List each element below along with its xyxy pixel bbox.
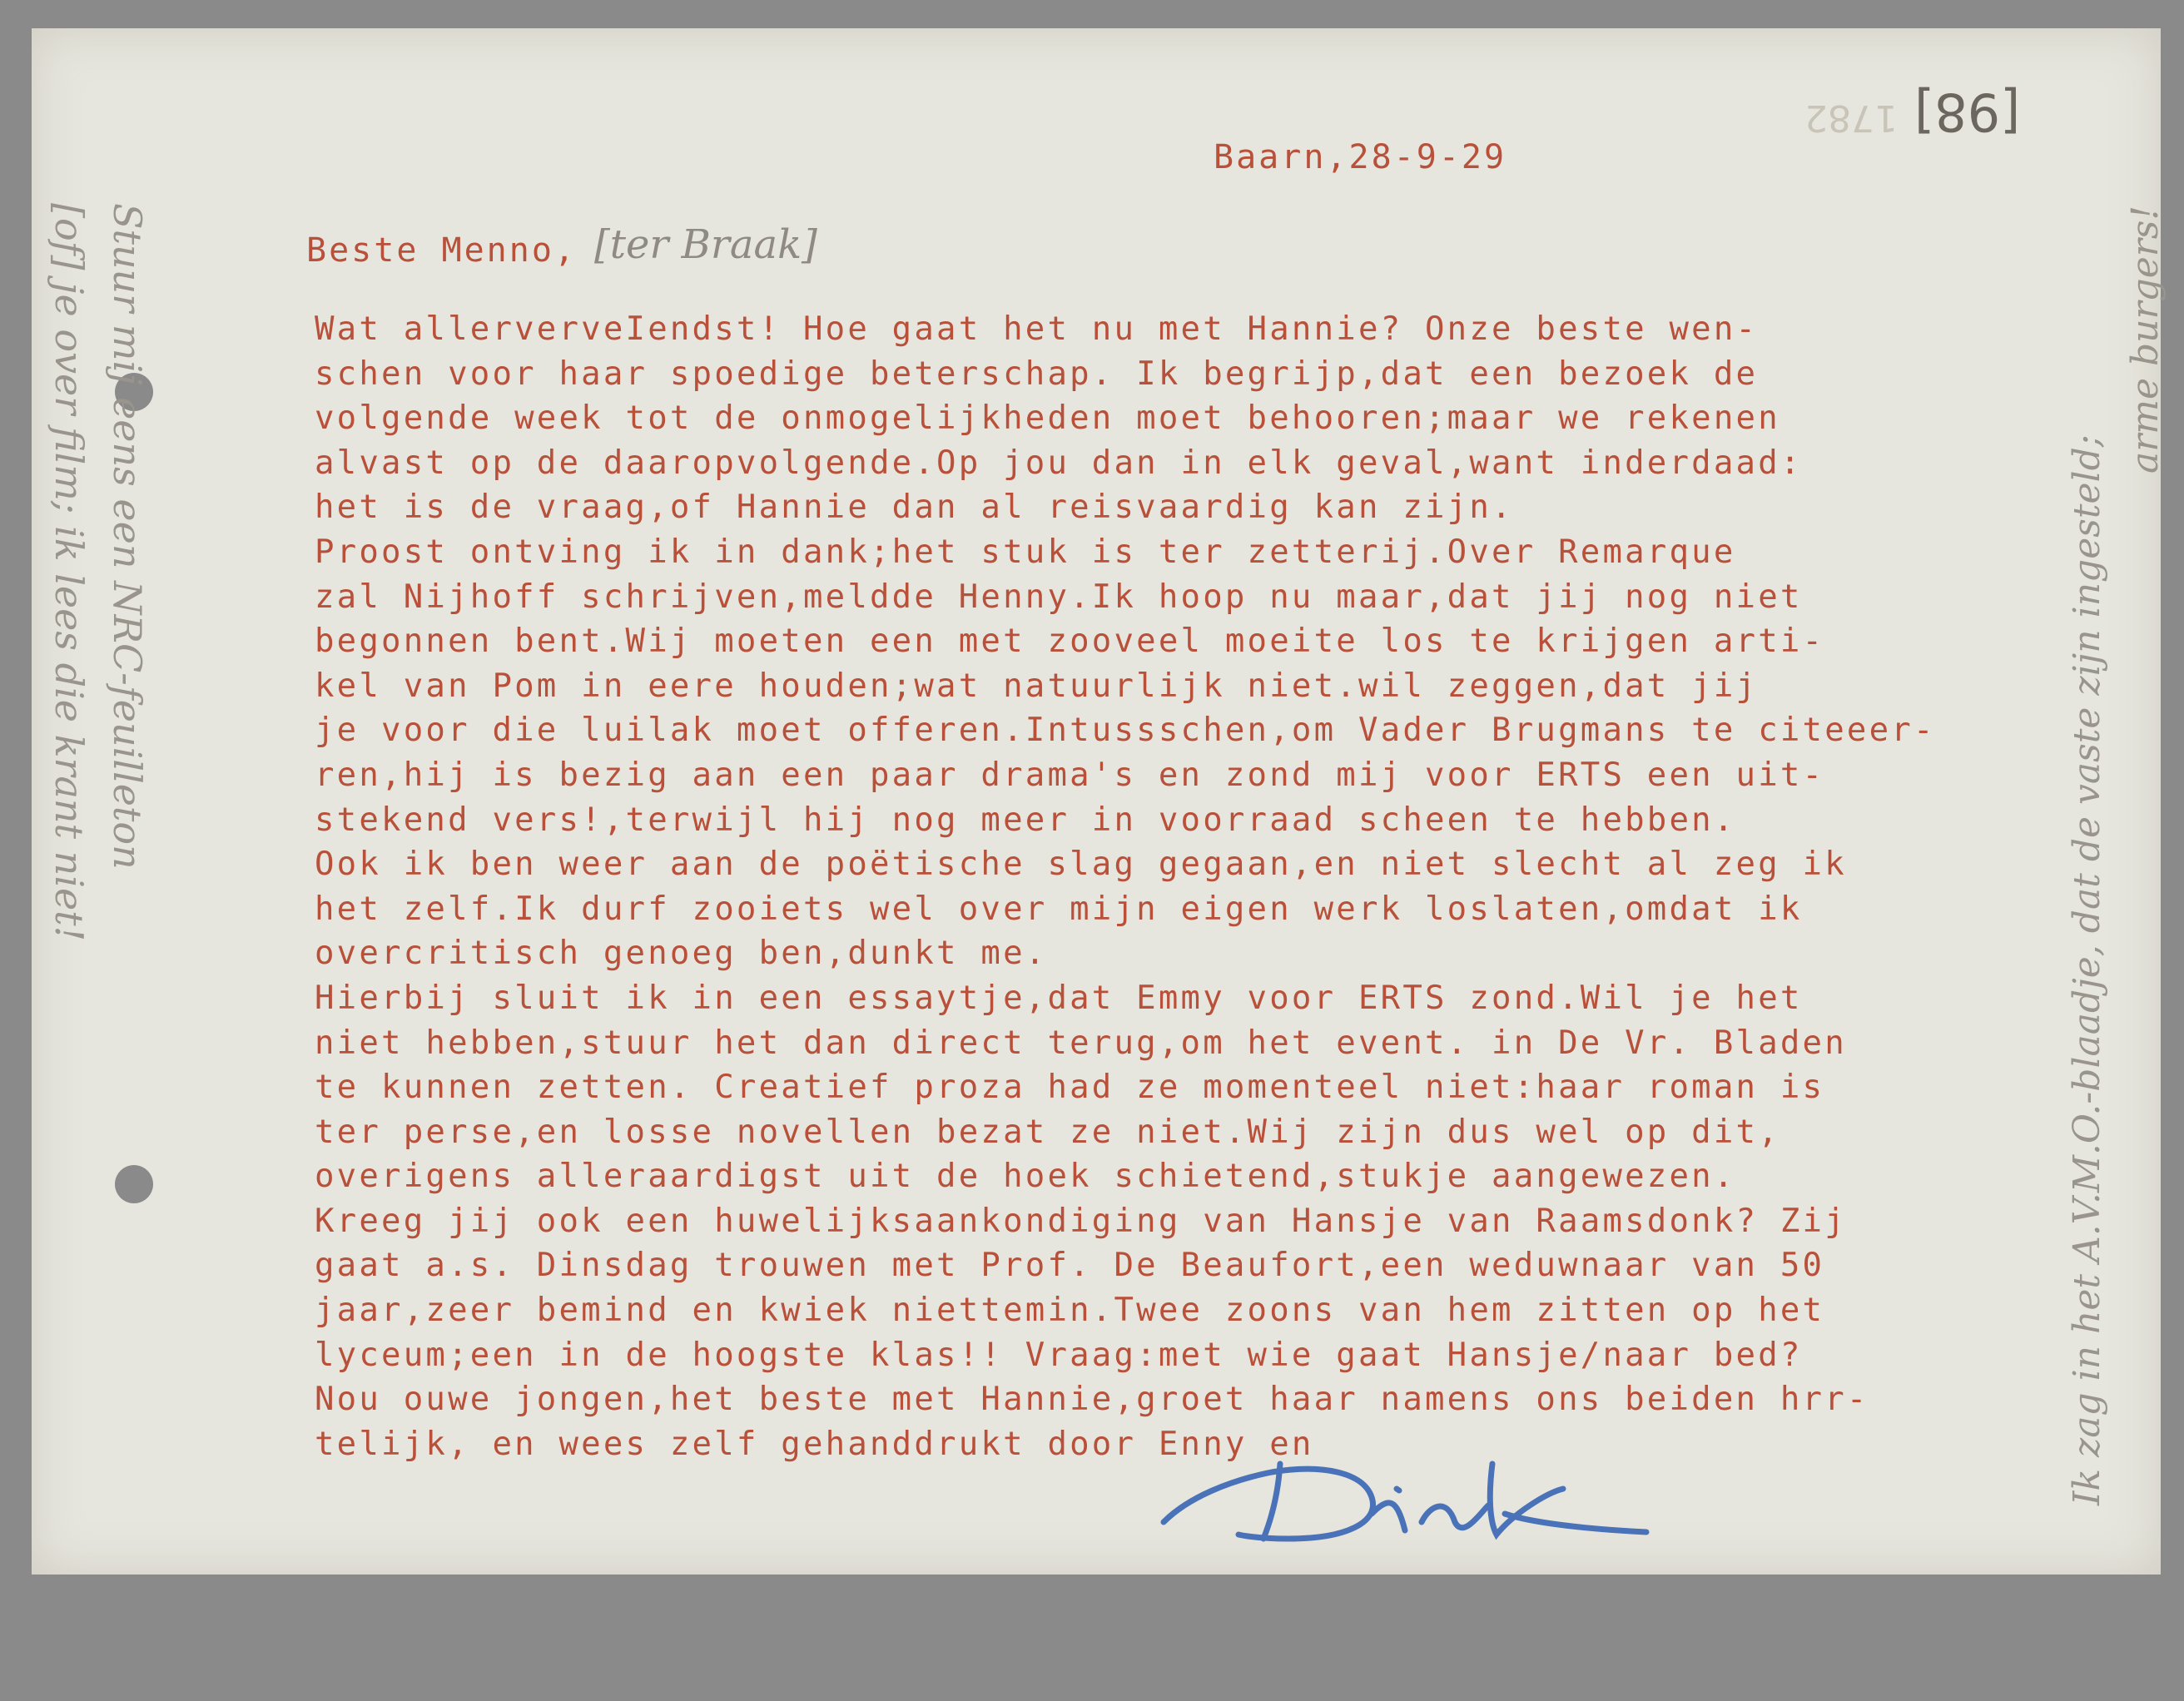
body-line: Wat allerverveIendst! Hoe gaat het nu met Hannie? Onze beste wen- xyxy=(315,310,1759,348)
body-line: Hierbij sluit ik in een essaytje,dat Emmy voor ERTS zond.Wil je het xyxy=(315,979,1803,1017)
archive-number: [98] xyxy=(1914,82,2021,142)
body-line: ren,hij is bezig aan een paar drama's en zond mij voor ERTS een uit- xyxy=(315,756,1825,794)
body-line: schen voor haar spoedige beterschap. Ik begrijp,dat een bezoek de xyxy=(315,355,1759,393)
body-line: overcritisch genoeg ben,dunkt me. xyxy=(315,935,1048,973)
body-line: kel van Pom in eere houden;wat natuurlijk niet.wil zeggen,dat jij xyxy=(315,667,1759,705)
left-margin-note-line-1: Stuur mij eens een NRC-feuilleton xyxy=(105,203,150,870)
letter-body xyxy=(315,307,1936,1466)
signature xyxy=(1114,1431,1713,1568)
body-line: Ook ik ben weer aan de poëtische slag gegaan,en niet slecht al zeg ik xyxy=(315,846,1847,884)
body-line: Kreeg jij ook een huwelijksaankondiging van Hansje van Raamsdonk? Zij xyxy=(315,1202,1847,1240)
date-line: Baarn,28-9-29 xyxy=(1214,138,1507,176)
salutation: Beste Menno, xyxy=(306,231,577,270)
body-line: je voor die luilak moet offeren.Intussschen,om Vader Brugmans te citeeer- xyxy=(315,712,1936,750)
body-line: begonnen bent.Wij moeten een met zooveel moeite los te krijgen arti- xyxy=(315,622,1825,661)
body-line: gaat a.s. Dinsdag trouwen met Prof. De Beaufort,een weduwnaar van 50 xyxy=(315,1247,1825,1285)
body-line: het is de vraag,of Hannie dan al reisvaardig kan zijn. xyxy=(315,488,1514,527)
right-margin-note-line-2: arme burgers! xyxy=(2124,205,2167,474)
body-line: ter perse,en losse novellen bezat ze niet.Wij zijn dus wel op dit, xyxy=(315,1113,1780,1151)
signature-mark xyxy=(1114,1431,1713,1564)
body-line: alvast op de daaropvolgende.Op jou dan in elk geval,want inderdaad: xyxy=(315,444,1803,482)
body-line: het zelf.Ik durf zooiets wel over mijn eigen werk loslaten,omdat ik xyxy=(315,890,1803,928)
body-line: telijk, en wees zelf gehanddrukt door Enny en xyxy=(315,1425,1314,1463)
body-line: niet hebben,stuur het dan direct terug,om het event. in De Vr. Bladen xyxy=(315,1024,1847,1062)
left-margin-note-line-2: [of] je over film; ik lees die krant niet! xyxy=(47,203,92,942)
body-line: te kunnen zetten. Creatief proza had ze momenteel niet:haar roman is xyxy=(315,1069,1825,1107)
body-line: zal Nijhoff schrijven,meldde Henny.Ik hoop nu maar,dat jij nog niet xyxy=(315,578,1803,616)
body-line: Nou ouwe jongen,het beste met Hannie,groet haar namens ons beiden hrr- xyxy=(315,1381,1869,1419)
archive-stamp-faint: 1782 xyxy=(1804,97,1898,139)
right-margin-note-line-1: Ik zag in het A.V.M.O.-blaadje, dat de vaste zijn ingesteld; xyxy=(2066,434,2108,1505)
body-line: overigens alleraardigst uit de hoek schietend,stukje aangewezen. xyxy=(315,1158,1736,1196)
salutation-annotation: [ter Braak] xyxy=(594,221,817,268)
body-line: stekend vers!,terwijl hij nog meer in voorraad scheen te hebben. xyxy=(315,801,1736,839)
body-line: volgende week tot de onmogelijkheden moet behooren;maar we rekenen xyxy=(315,399,1780,438)
letter-sheet xyxy=(32,28,2167,1575)
body-line: Proost ontving ik in dank;het stuk is ter zetterij.Over Remarque xyxy=(315,533,1736,571)
right-margin-note xyxy=(2058,124,2175,1505)
left-margin-note xyxy=(40,203,156,1701)
body-line: lyceum;een in de hoogste klas!! Vraag:met wie gaat Hansje/naar bed? xyxy=(315,1336,1803,1374)
body-line: jaar,zeer bemind en kwiek niettemin.Twee zoons van hem zitten op het xyxy=(315,1292,1825,1330)
